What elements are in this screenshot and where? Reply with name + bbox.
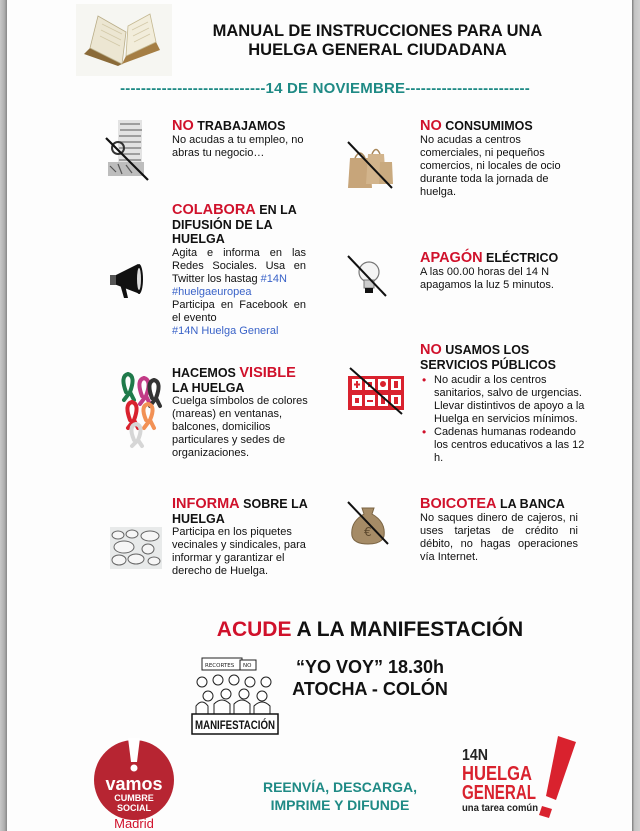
heading-black: A LA MANIFESTACIÓN [291,618,524,641]
heading-black: ELÉCTRICO [482,251,559,265]
bullet-item: • Cadenas humanas rodeando los centros educativos a las 12 h. [434,426,585,465]
heading-red: INFORMA [172,496,240,512]
megaphone-icon [108,258,148,302]
heading-black: SOBRE LA HUELGA [172,497,308,526]
share-line-1: REENVÍA, DESCARGA, [262,779,418,795]
manifestation-heading [160,618,580,642]
section-text: No acudas a centros comerciales, ni pequeños comercios, ni locales de ocio durante toda la jornada de huelga. [420,133,561,198]
ribbons-icon [118,370,164,448]
section-text: Participa en los piquetes vecinales y sindicales, para informar y garantizar el derecho de Huelga. [172,526,306,577]
title-line-2: HUELGA GENERAL CIUDADANA [248,41,507,59]
open-book-icon [76,4,172,76]
demonstration-illustration-icon [190,656,295,740]
bullet-list [420,374,585,465]
heading-black: USAMOS LOS SERVICIOS PÚBLICOS [420,343,556,372]
heading-red: BOICOTEA [420,496,497,512]
share-message [240,778,440,814]
page-border-left [0,0,7,831]
heading-red: COLABORA [172,202,256,218]
manifestation-time: “YO VOY” 18.30h [295,657,445,677]
section-no-trabajamos [172,119,322,160]
page-title [180,22,575,60]
logo-madrid-text: Madrid [114,816,154,831]
logo-14n-text: 14N [462,747,488,764]
logo-cumbre-text: CUMBRE [114,793,154,803]
svg-text:€: € [364,525,372,539]
logo-huelga-text: HUELGA [462,763,532,785]
heading-red: NO [420,342,442,358]
manifestation-details [270,656,470,700]
lightbulb-crossed-icon [344,252,390,300]
banner-right-text: NO [243,663,252,669]
section-hacemos-visible [172,366,312,460]
section-text: A las 00.00 horas del 14 N apagamos la luz 5 minutos. [420,265,554,291]
banner-left-text: RECORTES [205,663,235,669]
title-line-1: MANUAL DE INSTRUCCIONES PARA UNA [212,22,543,40]
heading-red: ACUDE [216,618,292,641]
section-no-consumimos [420,119,580,199]
logo-tagline-text: una tarea común [462,803,538,814]
section-boicotea [420,497,578,564]
hashtag-14n[interactable]: #14N [260,272,287,285]
section-text-facebook: Participa en Facebook en el evento [172,298,306,324]
heading-black: EN LA DIFUSIÓN DE LA HUELGA [172,203,297,246]
manifestation-route: ATOCHA - COLÓN [292,679,448,699]
shopping-bags-crossed-icon [344,138,396,192]
section-text: No saques dinero de cajeros, ni uses tarjetas de crédito ni débito, no hagas operaciones vía Internet. [420,511,578,563]
speech-bubbles-icon [110,527,162,569]
section-apagon [420,251,590,292]
heading-black-line2: LA HUELGA [172,380,245,395]
facebook-event-link[interactable]: #14N Huelga General [172,324,279,337]
heading-red: APAGÓN [420,250,483,266]
logo-general-text: GENERAL [462,782,536,804]
money-bag-crossed-icon [344,498,392,548]
section-text: Agita e informa en las Redes Sociales. Usa en Twitter los hastag [172,246,306,285]
logo-social-text: SOCIAL [116,803,152,813]
heading-black: HACEMOS [172,366,240,380]
heading-red: VISIBLE [239,365,296,381]
heading-black: TRABAJAMOS [193,119,286,133]
14n-huelga-general-logo [458,730,584,820]
section-informa [172,497,312,578]
page-border-right [632,0,640,831]
heading-black: LA BANCA [496,497,565,511]
bullet-item: • No acudir a los centros sanitarios, salvo de urgencias. Llevar distintivos de apoyo a la Huelga en servicios mínimos. [434,374,585,426]
no-work-icon [104,118,150,182]
heading-red: NO [420,118,442,134]
share-line-2: IMPRIME Y DIFUNDE [270,797,410,813]
section-text: Cuelga símbolos de colores (mareas) en ventanas, balcones, domicilios particulares y sedes de organizaciones. [172,395,308,459]
section-colabora [172,203,306,338]
date-banner: ----------------------------14 DE NOVIEMBRE------------------------ [120,80,530,97]
heading-black: CONSUMIMOS [441,119,533,133]
public-services-crossed-icon [344,366,408,416]
section-servicios-publicos [420,343,585,465]
heading-red: NO [172,118,194,134]
manifestacion-sign-text: MANIFESTACIÓN [195,718,295,732]
vamos-cumbre-social-logo [92,732,176,831]
hashtag-huelgaeuropea[interactable]: #huelgaeuropea [172,285,252,298]
section-text: No acudas a tu empleo, no abras tu negocio… [172,133,304,159]
logo-vamos-text: vamos [105,774,163,794]
